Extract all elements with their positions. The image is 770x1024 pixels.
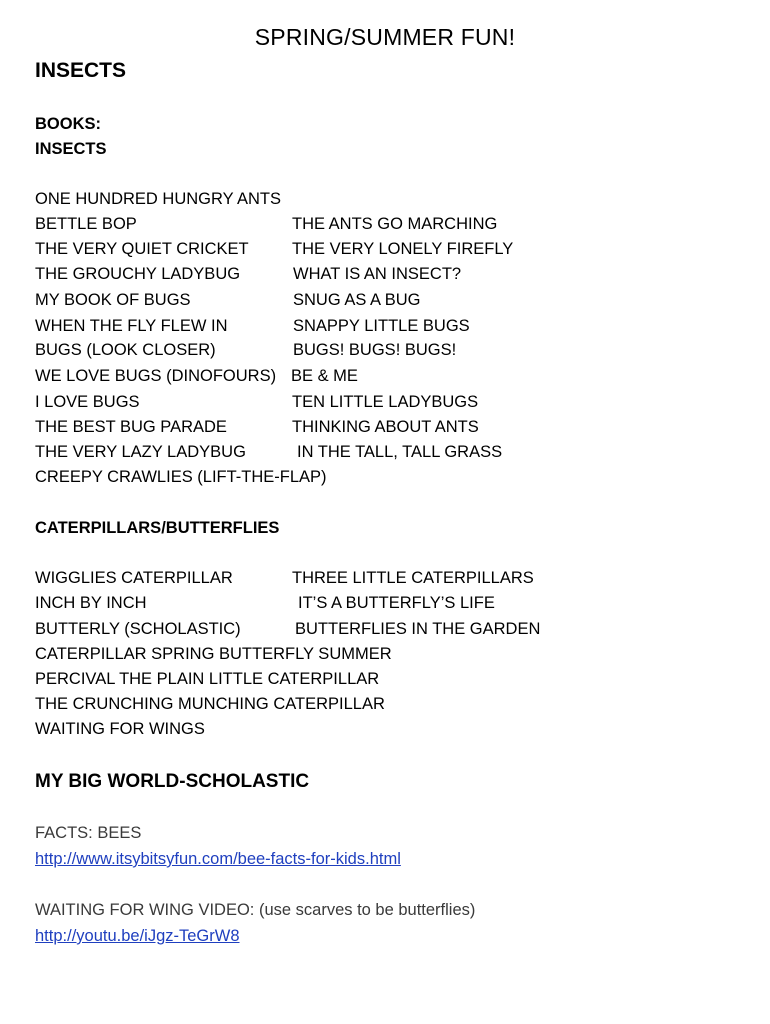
book-title: ONE HUNDRED HUNGRY ANTS	[35, 190, 282, 208]
book-title: WHEN THE FLY FLEW IN	[35, 317, 228, 335]
book-title: WHAT IS AN INSECT?	[293, 265, 462, 283]
page-title: SPRING/SUMMER FUN!	[254, 24, 516, 50]
book-title: IT’S A BUTTERFLY’S LIFE	[298, 594, 495, 612]
book-title: THE VERY LAZY LADYBUG	[35, 443, 246, 461]
book-title: THE GROUCHY LADYBUG	[35, 265, 241, 283]
facts-label: FACTS: BEES	[35, 824, 142, 842]
book-title: BUTTERLY (SCHOLASTIC)	[35, 620, 241, 638]
book-title: THE VERY LONELY FIREFLY	[292, 240, 514, 258]
book-title: CREEPY CRAWLIES (LIFT-THE-FLAP)	[35, 468, 327, 486]
book-title: BUGS! BUGS! BUGS!	[293, 341, 457, 359]
book-title: SNUG AS A BUG	[293, 291, 421, 309]
book-title: THE BEST BUG PARADE	[35, 418, 227, 436]
book-title: THINKING ABOUT ANTS	[292, 418, 479, 436]
books-label: BOOKS:	[35, 115, 101, 133]
book-title: WE LOVE BUGS (DINOFOURS)	[35, 367, 277, 385]
book-title: BUGS (LOOK CLOSER)	[35, 341, 216, 359]
bee-facts-link[interactable]: http://www.itsybitsyfun.com/bee-facts-for-kids.html	[35, 850, 401, 868]
book-title: WAITING FOR WINGS	[35, 720, 205, 738]
insects-heading: INSECTS	[35, 59, 127, 82]
video-label: WAITING FOR WING VIDEO: (use scarves to be butterflies)	[35, 901, 476, 919]
caterpillars-heading: CATERPILLARS/BUTTERFLIES	[35, 519, 280, 537]
book-title: WIGGLIES CATERPILLAR	[35, 569, 233, 587]
book-title: SNAPPY LITTLE BUGS	[293, 317, 470, 335]
book-title: THE VERY QUIET CRICKET	[35, 240, 249, 258]
book-title: THREE LITTLE CATERPILLARS	[292, 569, 534, 587]
book-title: IN THE TALL, TALL GRASS	[297, 443, 503, 461]
book-title: THE CRUNCHING MUNCHING CATERPILLAR	[35, 695, 385, 713]
big-world-heading: MY BIG WORLD-SCHOLASTIC	[35, 771, 310, 792]
book-title: I LOVE BUGS	[35, 393, 140, 411]
book-title: BETTLE BOP	[35, 215, 137, 233]
insects-sublabel: INSECTS	[35, 140, 107, 158]
book-title: MY BOOK OF BUGS	[35, 291, 191, 309]
book-title: PERCIVAL THE PLAIN LITTLE CATERPILLAR	[35, 670, 380, 688]
book-title: INCH BY INCH	[35, 594, 147, 612]
book-title: TEN LITTLE LADYBUGS	[292, 393, 479, 411]
book-title: CATERPILLAR SPRING BUTTERFLY SUMMER	[35, 645, 392, 663]
video-link[interactable]: http://youtu.be/iJgz-TeGrW8	[35, 927, 240, 945]
book-title: THE ANTS GO MARCHING	[292, 215, 498, 233]
book-title: BE & ME	[291, 367, 358, 385]
book-title: BUTTERFLIES IN THE GARDEN	[295, 620, 541, 638]
